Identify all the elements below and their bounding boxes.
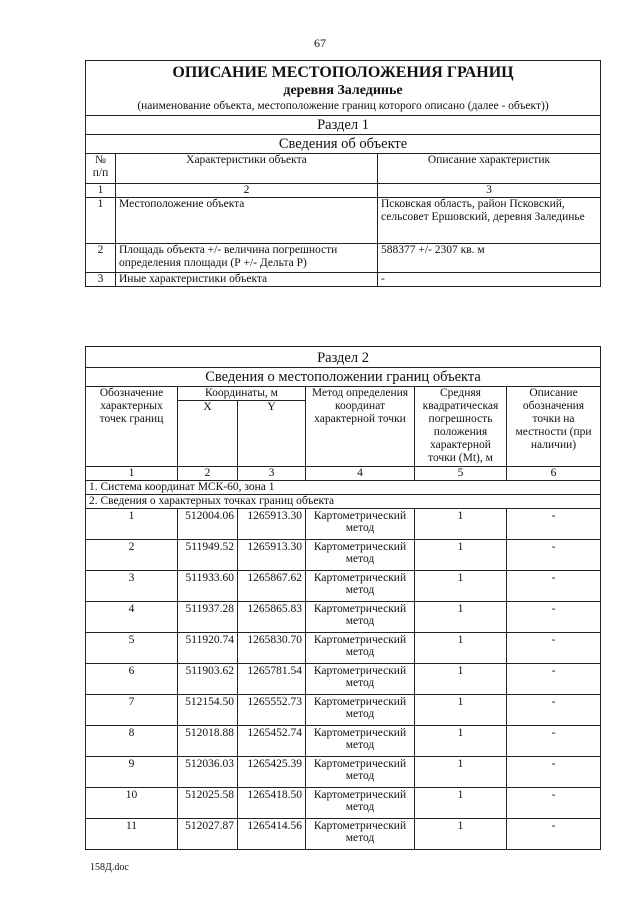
row-value: 588377 +/- 2307 кв. м: [378, 244, 601, 273]
point-description: -: [507, 819, 601, 850]
point-description: -: [507, 664, 601, 695]
point-method: [306, 726, 415, 757]
point-method: [306, 540, 415, 571]
point-description: -: [507, 788, 601, 819]
method-line-2: метод: [345, 646, 375, 658]
point-error: 1: [415, 726, 507, 757]
column-number: 5: [415, 467, 507, 481]
point-description: -: [507, 633, 601, 664]
point-error: 1: [415, 602, 507, 633]
table-row: [86, 602, 601, 633]
point-x: 511933.60: [178, 571, 238, 602]
point-description: -: [507, 509, 601, 540]
column-number: 2: [116, 184, 378, 198]
row-number: 2: [86, 244, 116, 273]
point-x: 512154.50: [178, 695, 238, 726]
document-subtitle: деревня Залединье: [86, 82, 601, 99]
method-line-2: метод: [345, 677, 375, 689]
point-y: 1265867.62: [238, 571, 306, 602]
column-number: 3: [238, 467, 306, 481]
point-method: [306, 664, 415, 695]
point-error: 1: [415, 664, 507, 695]
method-line-1: Картометрический: [313, 758, 407, 770]
column-number: 6: [507, 467, 601, 481]
column-header-y: Y: [238, 401, 306, 467]
row-value: Псковская область, район Псковский, сельсовет Ершовский, деревня Залединье: [378, 198, 601, 244]
coordinate-system: 1. Система координат МСК-60, зона 1: [86, 481, 601, 495]
method-line-1: Картометрический: [313, 634, 407, 646]
column-header: Характеристики объекта: [116, 154, 378, 184]
method-line-2: метод: [345, 801, 375, 813]
point-method: [306, 571, 415, 602]
point-description: -: [507, 540, 601, 571]
section1-label: Раздел 1: [86, 116, 601, 135]
column-header: Координаты, м: [178, 387, 306, 401]
point-number: 4: [86, 602, 178, 633]
point-x: 511949.52: [178, 540, 238, 571]
table-row: [86, 633, 601, 664]
method-line-2: метод: [345, 832, 375, 844]
point-description: -: [507, 602, 601, 633]
point-x: 511903.62: [178, 664, 238, 695]
point-error: 1: [415, 540, 507, 571]
point-x: 512025.58: [178, 788, 238, 819]
method-line-2: метод: [345, 615, 375, 627]
section2-title: Сведения о местоположении границ объекта: [86, 368, 601, 387]
point-method: [306, 757, 415, 788]
point-error: 1: [415, 819, 507, 850]
method-line-1: Картометрический: [313, 727, 407, 739]
point-y: 1265414.56: [238, 819, 306, 850]
table-row: [86, 244, 601, 273]
method-line-1: Картометрический: [313, 789, 407, 801]
column-number: 2: [178, 467, 238, 481]
point-y: 1265865.83: [238, 602, 306, 633]
points-header: 2. Сведения о характерных точках границ объекта: [86, 495, 601, 509]
row-name: Местоположение объекта: [116, 198, 378, 244]
row-number: 1: [86, 198, 116, 244]
boundary-points-table: [85, 346, 601, 850]
table-row: [86, 509, 601, 540]
point-number: 11: [86, 819, 178, 850]
point-x: 512004.06: [178, 509, 238, 540]
point-description: -: [507, 695, 601, 726]
method-line-1: Картометрический: [313, 603, 407, 615]
point-number: 6: [86, 664, 178, 695]
point-description: -: [507, 571, 601, 602]
method-line-1: Картометрический: [313, 541, 407, 553]
table-row: [86, 571, 601, 602]
section2-label: Раздел 2: [86, 347, 601, 368]
points-body: [86, 509, 601, 850]
point-number: 9: [86, 757, 178, 788]
method-line-1: Картометрический: [313, 820, 407, 832]
column-header-x: X: [178, 401, 238, 467]
column-number: 4: [306, 467, 415, 481]
point-error: 1: [415, 509, 507, 540]
column-header: Описание обозначения точки на местности (при наличии): [507, 387, 601, 467]
method-line-1: Картометрический: [313, 665, 407, 677]
point-description: -: [507, 757, 601, 788]
point-x: 512036.03: [178, 757, 238, 788]
table-row: [86, 788, 601, 819]
method-line-2: метод: [345, 739, 375, 751]
method-line-2: метод: [345, 522, 375, 534]
method-line-1: Картометрический: [313, 510, 407, 522]
column-header: № п/п: [86, 154, 116, 184]
point-error: 1: [415, 633, 507, 664]
point-number: 2: [86, 540, 178, 571]
column-header: Метод определения координат характерной точки: [306, 387, 415, 467]
point-method: [306, 695, 415, 726]
point-number: 5: [86, 633, 178, 664]
point-error: 1: [415, 757, 507, 788]
point-description: -: [507, 726, 601, 757]
table-row: [86, 198, 601, 244]
row-name: Иные характеристики объекта: [116, 273, 378, 287]
method-line-2: метод: [345, 708, 375, 720]
point-number: 8: [86, 726, 178, 757]
table-row: [86, 695, 601, 726]
row-value: -: [378, 273, 601, 287]
table-row: [86, 664, 601, 695]
point-y: 1265913.30: [238, 509, 306, 540]
method-line-2: метод: [345, 553, 375, 565]
table-row: [86, 540, 601, 571]
method-line-1: Картометрический: [313, 572, 407, 584]
point-y: 1265425.39: [238, 757, 306, 788]
column-number: 3: [378, 184, 601, 198]
point-x: 511920.74: [178, 633, 238, 664]
point-method: [306, 819, 415, 850]
method-line-2: метод: [345, 770, 375, 782]
table-row: [86, 726, 601, 757]
row-number: 3: [86, 273, 116, 287]
point-y: 1265418.50: [238, 788, 306, 819]
table-row: [86, 757, 601, 788]
point-number: 10: [86, 788, 178, 819]
column-header: Описание характеристик: [378, 154, 601, 184]
method-line-1: Картометрический: [313, 696, 407, 708]
table-row: [86, 273, 601, 287]
point-x: 512027.87: [178, 819, 238, 850]
column-header: Средняя квадратическая погрешность положения характерной точки (Mt), м: [415, 387, 507, 467]
point-x: 511937.28: [178, 602, 238, 633]
point-method: [306, 602, 415, 633]
column-number: 1: [86, 184, 116, 198]
point-method: [306, 788, 415, 819]
document-title: ОПИСАНИЕ МЕСТОПОЛОЖЕНИЯ ГРАНИЦ: [86, 61, 601, 83]
point-error: 1: [415, 788, 507, 819]
point-y: 1265830.70: [238, 633, 306, 664]
point-y: 1265781.54: [238, 664, 306, 695]
point-number: 1: [86, 509, 178, 540]
point-y: 1265913.30: [238, 540, 306, 571]
row-name: Площадь объекта +/- величина погрешности определения площади (Р +/- Дельта Р): [116, 244, 378, 273]
point-number: 7: [86, 695, 178, 726]
point-error: 1: [415, 695, 507, 726]
point-y: 1265552.73: [238, 695, 306, 726]
document-note: (наименование объекта, местоположение границ которого описано (далее - объект)): [86, 99, 601, 116]
table-row: [86, 819, 601, 850]
point-number: 3: [86, 571, 178, 602]
page-number: 67: [314, 36, 326, 50]
column-number: 1: [86, 467, 178, 481]
point-method: [306, 633, 415, 664]
point-method: [306, 509, 415, 540]
footer-filename: 158Д.doc: [90, 862, 129, 873]
method-line-2: метод: [345, 584, 375, 596]
point-x: 512018.88: [178, 726, 238, 757]
column-header: Обозначение характерных точек границ: [86, 387, 178, 467]
object-info-table: [85, 60, 601, 287]
section1-title: Сведения об объекте: [86, 135, 601, 154]
point-y: 1265452.74: [238, 726, 306, 757]
point-error: 1: [415, 571, 507, 602]
